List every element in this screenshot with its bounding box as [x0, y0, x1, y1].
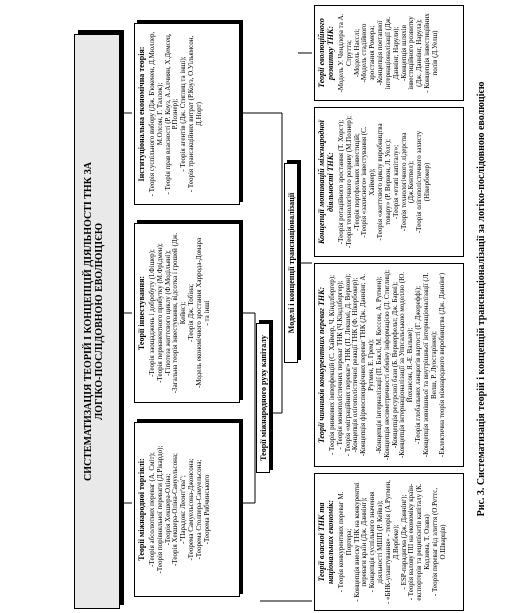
competitive-item: -Концепція олігополістичної реакції ТНК (Ф. Нікербокер);: [351, 277, 360, 453]
evolution-item: -Концепція шляхів інвестиційного розвитку (Дж. Даннінг, Нарула);: [399, 16, 424, 90]
institutional-item: - Теорія трансакційних витрат (Р.Коуз, О.Уільямсон, Д.Норт): [187, 35, 203, 193]
investment-item: -Теорія Дж. Тобіна;: [187, 283, 196, 343]
capital-movement-label: Теорії міжнародного руху капіталу: [256, 323, 270, 473]
tnk-item: - Концепція внеску ТНК на конкурентні переваги країн (Дж. Даннінг);: [352, 482, 369, 602]
main-title-line1: СИСТЕМАТИЗАЦІЯ ТЕОРІЙ І КОНЦЕПЦІЙ ДІЯЛЬНОСТІ ТНК ЗА: [83, 162, 94, 481]
investment-item: -Загальна теорія інвестування, відсотка і грошей (Дж. Кейнс);: [171, 232, 188, 394]
investment-item: -Модель економічного зростання Харрода-Домара: [194, 237, 203, 389]
competitive-item: -Еклектична теорія міжнародного виробництва (Дж. Даннінг): [437, 272, 446, 458]
investment-item: - та інші: [202, 300, 211, 326]
evolution-item: - Концепція інвестиційних полів (Д.Уелш): [423, 13, 439, 93]
trade-item: -Теорія порівняльної переваги (Д.Рікардо);: [155, 445, 164, 574]
investment-item: -Теорія перманентного прибутку (М.Фрідмен);: [155, 243, 164, 383]
evolution-item: -Концепція поетапної інтернаціоналізації (Дж. Даннінг, Нарули);: [376, 16, 400, 90]
main-title-line2: ЛОГІКО-ПОСЛІДОВНОЮ ЕВОЛЮЦІЄЮ: [94, 222, 106, 421]
tnk-item: - Концепція суспільного значення діяльності МШП (Р. Кейвз);: [368, 491, 385, 593]
institutional-item: - Теорія прав власності (Р. Коуз, А.Алчиян, Х.Демсец, Р.Познер);: [163, 33, 180, 195]
competitive-item: -Концепція несиметричності обміну інформацією (Д. Стиглиц);: [382, 269, 391, 461]
trade-item: -Теорема Рибчинського: [202, 474, 211, 545]
competitive-advantages-box: [314, 263, 464, 467]
competitive-item: -Концепція ресурсної бази (Б. Вернерфельт, Дж. Барні);: [390, 281, 399, 449]
trade-item: -Теорія Хекшера-Оліна;: [163, 473, 172, 546]
figure-caption: Рис. 3. Систематизація теорій і концепцій транснаціоналізації за логіко-послідовною еволюцією: [476, 81, 487, 517]
institutional-item: - Теорія агентів (Дж. Стиглиц та інші);: [179, 56, 188, 172]
motive-item: -Теорія олігополістичного захисту (Нікербокер): [415, 130, 432, 234]
tnk-item: - «БНК-улаштування» - теорія (А.Ругмен, Д.Вербеке);: [383, 479, 400, 605]
motivation-concepts-box: [314, 107, 464, 257]
competitive-advantages-title: Теорії чинників конкурентних переваг ТНК:: [317, 286, 326, 444]
motive-item: -Теорія ротаційного зростання (Т. Хорст);: [336, 119, 345, 245]
competitive-item: - Теорія «міграційних переваг» ТНК (П. Лекшмі, Д. Вернон);: [343, 273, 352, 457]
main-title-box: [74, 34, 120, 609]
models-concepts-label: Моделі і концепції транснаціоналізації: [284, 163, 298, 363]
international-trade-title: Теорії міжнародної торгівлі:: [137, 458, 146, 561]
tnk-national-economies-box: [314, 473, 464, 611]
investment-item: -Гіпотеза життєвого циклу (Ф.Модільяні);: [163, 250, 172, 376]
tnk-item: - Теорія переваг від злиття (О.Реттс, О.Шварців): [430, 487, 447, 597]
competitive-item: -Концепція зовнішньої та внутрішньої інтернаціоналізації (Л. Велш, Р. Луостарінен);: [421, 272, 438, 458]
institutional-theory-box: [134, 23, 240, 205]
motive-item: -Теорія технологічного лідерства (Дж.Кентвел);: [399, 132, 416, 232]
motive-item: -Теорія «життєвого циклу виробництва товару» (Р. Вернон, Л. Уелс);: [376, 123, 392, 241]
institutional-item: - Теорія суспільного вибору (Дж. Б'юкенен, Д.Мюллер, М.Олсон, Г. Таллок);: [147, 31, 164, 197]
motive-item: -Теорія «захисного» інвестування (С. Хаймер);: [360, 126, 377, 238]
investment-theories-box: [134, 223, 240, 403]
evolution-theories-title: Теорії еволюційного розвитку ТНК:: [317, 18, 335, 88]
investment-theories-title: Теорії інвестування:: [137, 275, 146, 351]
tnk-item: - Теорія конкурентних переваг М. Портера;: [336, 491, 353, 593]
competitive-item: -Концепція інтернаціоналізації за Уппсальською моделлю (Ю. Йохансон, Я.-Е. Вальне);: [398, 271, 415, 459]
competitive-item: -Теорія глобальних ланцюгів вартості (Г. Джереффі);: [414, 285, 423, 445]
tnk-item: - Теорія валову ПІІ на економіку країн-експортерів та реципієнтів капіталу (К. Кодзима, Т. Озава): [407, 483, 432, 601]
evolution-item: -Модель У. Чендлера та А. Струтта;: [336, 13, 353, 93]
trade-item: -Теорія Хекшера-Оліна-Самуельсона;: [171, 453, 180, 566]
trade-item: -Теорема Столпера-Самуельсона;: [194, 459, 203, 560]
international-trade-box: [134, 422, 240, 597]
competitive-item: -Концепція інтерналізації (П. Баклі, М. Кессон, А. Ругмен);: [374, 276, 383, 454]
motive-item: -Теорія портфельних інвестицій;: [352, 133, 361, 231]
evolution-theories-box: [314, 5, 464, 101]
trade-item: -Теорема Самуельсона-Джонсона;: [187, 458, 196, 561]
institutional-theory-title: Інституціональна економічна теорія:: [137, 46, 146, 182]
competitive-item: -Концепція фірмоспецифічних переваг ТНК (Дж. Даннінг, А. Ругмен, Е. Грем);: [359, 273, 376, 457]
trade-item: -"Парадокс Леонт'єва";: [179, 475, 188, 544]
motivation-concepts-title: Концепції мотивацій міжнародної діяльності ТНК:: [317, 120, 335, 244]
investment-item: -Теорія заощаджень і добробуту (І.Фішер);: [147, 249, 156, 377]
tnk-item: - ESP-парадигма (Дж. Даннінг);: [399, 494, 408, 590]
competitive-item: - Теорія ринкових імперфекцій (С. Хаймер, Ч. Кіндлбергер);: [327, 274, 336, 456]
competitive-item: - Теорія монополістичних переваг ТНК (Ч.Кіндлбергер);: [335, 280, 344, 450]
motive-item: -Теорія технологічного розриву (М.Познер);: [344, 115, 353, 249]
trade-item: -Теорія абсолютних переваг (А. Сміт);: [147, 452, 156, 567]
motive-item: -Теорія «етапі капіталу»;: [391, 144, 400, 220]
evolution-item: -Модель Наєслі;: [352, 28, 361, 78]
tnk-national-economies-title: Теорії власної ТНК та національних економік:: [317, 499, 335, 585]
evolution-item: -Модель стадійного зростання Ромера;: [360, 23, 377, 83]
